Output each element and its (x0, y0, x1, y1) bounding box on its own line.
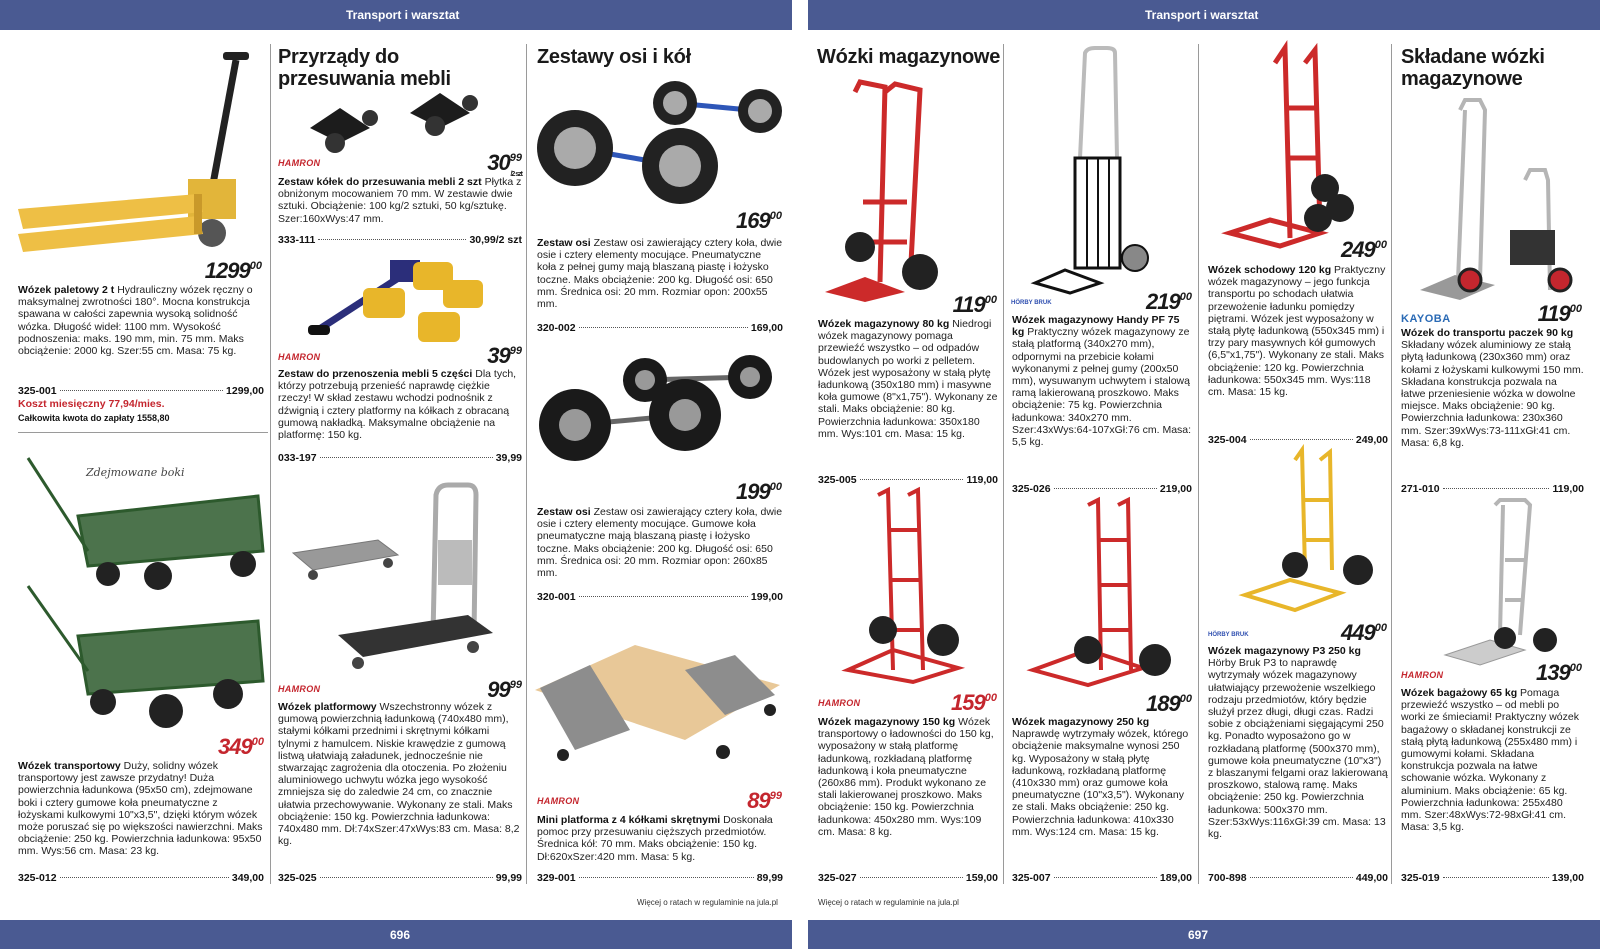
total-cost-pallet: Całkowita kwota do zapłaty 1558,80 (18, 413, 170, 423)
price-handy-cart: $219^{00}$ (1146, 289, 1192, 314)
header-title-right: Transport i warsztat (1145, 8, 1259, 22)
page-number-right: 697 (1188, 928, 1209, 942)
price-warehouse-cart-250kg: $189^{00}$ (1146, 691, 1192, 716)
column-divider (526, 44, 527, 884)
desc-handy-cart: Wózek magazynowy Handy PF 75 kg Praktyczny wózek magazynowy ze stałą platformą (340x270 mm), odpornymi na przebicie kołami wykonanymi z pełnej gumy (200x50 mm), wysuwanym uchwytem i stalową ramą lakierowaną proszkowo. Maks obciążenie: 75 kg. Powierzchnia ładunkowa: 340x270 mm. Szer:43xWys:64-107xGł:76 cm. Masa: 5,5 kg. (1012, 314, 1192, 449)
handy-cart-image (1035, 48, 1150, 293)
code-row-p3-cart: 700-898 449,00 (1208, 872, 1388, 884)
warehouse-cart-80kg-image (825, 82, 940, 302)
price-pallet-truck: 1299$^{00}$ (204, 258, 262, 283)
code-row-stair-cart: 325-004 249,00 (1208, 434, 1388, 446)
axle-set-pneumatic-image (535, 355, 785, 480)
price-warehouse-cart-150kg: $159^{00}$ (951, 690, 997, 715)
price-p3-cart: $449^{00}$ (1341, 620, 1387, 645)
desc-p3-cart: Wózek magazynowy P3 250 kg Hörby Bruk P3 to naprawdę wytrzymały wózek magazynowy ułatwiający przewożenie wszelkiego rodzaju przedmiotów, który będzie służył przez długi, długi czas. Radzi sobie z obciążeniami sięgającymi 250 kg. Ponadto wyposażono go w rozkładaną platformę (500x370 mm), gumowe koła pneumatyczne (10"x3") z blaszanymi felgami oraz lakierowaną proszkowo, stalową ramę. Maks obciążenie: 250 kg. Powierzchnia ładunkowa: 500x370 mm. Szer:53xWys:116xGł:39 cm. Masa: 13 kg. (1208, 645, 1388, 841)
code-row-handy-cart: 325-026 219,00 (1012, 483, 1192, 495)
desc-platform-cart: Wózek platformowy Wszechstronny wózek z gumową powierzchnią ładunkową (740x480 mm), stałymi kółkami przednimi i skrętnymi kółkami tylnymi z hamulcem. Niskie krawędzie z gumową listwą ułatwiają załadunek, jednocześnie nie stwarzając zagrożenia dla otoczenia. Po złożeniu aluminiowego uchwytu wózka jego wysokość zmniejsza się do zaledwie 24 cm, co znacznie ułatwia przechowywanie. Wykonany ze stali. Maks obciążenie: 150 kg. Powierzchnia ładunkowa: 740x480 mm. Dł:74xSzer:47xWys:83 cm. Masa: 8,2 kg. (278, 701, 520, 848)
handwritten-note: Zdejmowane boki (86, 466, 185, 479)
header-bar-left (0, 0, 792, 30)
desc-warehouse-cart-250kg: Wózek magazynowy 250 kg Naprawdę wytrzymały wózek, którego obciążenie maksymalne wynosi 250 kg. Wyposażony w stałą płytę ładunkową, rozkładaną platformę (410x330 mm) oraz gumowe koła pneumatyczne (10"x3,5"). Wykonany ze stali. Maks obciążenie: 250 kg. Powierzchnia ładunkowa: 410x330 mm. Wys:124 cm. Masa: 15 kg. (1012, 716, 1189, 838)
code-row-warehouse-cart-80kg: 325-005 119,00 (818, 474, 998, 486)
price-furniture-wheels: $30^{99}$ /2 szt (487, 150, 522, 178)
desc-axle-set-solid: Zestaw osi Zestaw osi zawierający cztery koła, dwie osie i cztery elementy mocujące. Pneumatyczne koła z pełnej gumy mają blaszaną piastę i łożysko toczne. Maks obciążenie: 200 kg. Długość osi: 650 mm. Średnica osi: 20 mm. Rozmiar opon: 200x55 mm. (537, 237, 783, 311)
price-axle-set-pneumatic: $199^{00}$ (736, 479, 782, 504)
furniture-wheels-image (300, 88, 490, 158)
code-row-transport-cart: 325-012 349,00 (18, 872, 264, 884)
row-divider (18, 432, 268, 433)
brand-logo-horby-bruk: HÖRBY BRUK (1011, 300, 1052, 306)
price-furniture-set: $39^{99}$ (487, 343, 522, 368)
installment-note-left: Więcej o ratach w regulaminie na jula.pl (637, 898, 778, 907)
desc-furniture-set: Zestaw do przenoszenia mebli 5 części Dla tych, którzy potrzebują przenieść naprawdę ciężkie rzeczy! W skład zestawu wchodzi podnośnik z dźwignią i cztery platformy na kółkach z obracaną gumową nakładką. Maksymalne obciążenie na platformę: 150 kg. (278, 368, 517, 442)
desc-mini-platform: Mini platforma z 4 kółkami skrętnymi Doskonała pomoc przy przesuwaniu cięższych przedmiotów. Średnica kół: 70 mm. Maks obciążenie: 150 kg. Dł:620xSzer:420 mm. Masa: 5 kg. (537, 814, 773, 863)
parcel-trolley-image (1420, 100, 1580, 305)
brand-logo-horby-bruk: HÖRBY BRUK (1208, 632, 1249, 638)
price-warehouse-cart-80kg: $119^{00}$ (952, 292, 997, 317)
header-bar-right (808, 0, 1600, 30)
p3-cart-image (1240, 450, 1375, 615)
brand-logo-hamron: HAMRON (1401, 670, 1444, 680)
code-row-axle-set-pneumatic: 320-001 199,00 (537, 591, 783, 603)
column-divider (1391, 44, 1392, 884)
transport-cart-image (18, 456, 268, 756)
section-title-folding: Składane wózki magazynowe (1401, 46, 1545, 90)
column-divider (1003, 44, 1004, 884)
monthly-cost-pallet: Koszt miesięczny 77,94/mies. (18, 398, 165, 410)
stair-cart-image (1230, 48, 1365, 248)
axle-set-solid-image (535, 78, 785, 208)
desc-axle-set-pneumatic: Zestaw osi Zestaw osi zawierający cztery koła, dwie osie i cztery elementy mocujące. Gumowe koła pneumatyczne mają blaszaną piastę i łożysko toczne. Maks obciążenie: 200 kg. Długość osi: 650 mm. Średnica osi: 20 mm. Rozmiar opon: 260x85 mm. (537, 506, 783, 580)
installment-note-right: Więcej o ratach w regulaminie na jula.pl (818, 898, 959, 907)
mini-platform-image (535, 640, 785, 760)
price-platform-cart: $99^{99}$ (487, 677, 522, 702)
page-number-left: 696 (390, 928, 411, 942)
column-divider (270, 44, 271, 884)
pallet-truck-image (18, 44, 238, 249)
desc-luggage-trolley: Wózek bagażowy 65 kg Pomaga przewieźć wszystko – od mebli po worki ze śmieciami! Praktyczny wózek bagażowy o składanej konstrukcji ze stałą płytą ładunkową (255x480 mm) i gumowymi kołami. Składana konstrukcja pozwala na łatwe schowanie wózka. Wykonany z aluminium. Maks obciążenie: 65 kg. Powierzchnia ładunkowa: 255x480 mm. Szer:48xWys:72-98xGł:41 cm. Masa: 3,5 kg. (1401, 687, 1579, 834)
code-row-mini-platform: 329-001 89,99 (537, 872, 783, 884)
brand-logo-hamron: HAMRON (278, 158, 321, 168)
desc-pallet-truck: Wózek paletowy 2 t Hydrauliczny wózek ręczny o maksymalnej zwrotności 180°. Mocna konstrukcja spawana w całości zapewnia wysoką solidność wózka. Długość wideł: 1100 mm. Wysokość podnoszenia: maks. 190 mm, min. 75 mm. Maks obciążenie: 2000 kg. Szer:55 cm. Masa: 75 kg. (18, 284, 253, 358)
desc-transport-cart: Wózek transportowy Duży, solidny wózek transportowy jest zawsze przydatny! Duża powierzchnia ładunkowa (95x50 cm), zdejmowane boki i cztery gumowe koła pneumatyczne z łożyskami kulkowymi 10"x3,5", dzięki którym wózek może poruszać się po większości nawierzchni. Maks obciążenie: 250 kg. Powierzchnia ładunkowa: 95x50 mm. Wys:56 cm. Masa: 23 kg. (18, 760, 263, 858)
price-transport-cart: $349^{00}$ (218, 734, 264, 759)
code-row-pallet-truck: 325-001 1299,00 (18, 385, 264, 397)
code-row-parcel-trolley: 271-010 119,00 (1401, 483, 1584, 495)
code-row-furniture-wheels: 333-111 30,99/2 szt (278, 234, 522, 246)
column-divider (1198, 44, 1199, 884)
price-stair-cart: $249^{00}$ (1341, 237, 1387, 262)
brand-logo-kayoba: KAYOBA (1401, 313, 1451, 325)
desc-furniture-wheels: Zestaw kółek do przesuwania mebli 2 szt Płytka z obniżonym mocowaniem 70 mm. W zestawie dwie sztuki. Obciążenie: 100 kg/2 sztuki, 50 kg/sztukę. Szer:160xWys:47 mm. (278, 176, 522, 225)
platform-cart-image (288, 485, 498, 685)
code-row-axle-set-solid: 320-002 169,00 (537, 322, 783, 334)
footer-bar-left (0, 920, 792, 949)
luggage-trolley-image (1445, 500, 1575, 665)
desc-parcel-trolley: Wózek do transportu paczek 90 kg Składany wózek aluminiowy ze stałą płytą ładunkową (230x360 mm) oraz kołami z łożyskami kulkowymi 150 mm. Składana konstrukcja pozwala na łatwe przeniesienie wózka w dowolne miejsce. Maks obciążenie: 90 kg. Powierzchnia ładunkowa: 230x360 mm. Szer:39xWys:73-111xGł:41 cm. Masa: 6,8 kg. (1401, 327, 1584, 449)
section-title-warehouse: Wózki magazynowe (817, 46, 1001, 68)
header-title-left: Transport i warsztat (346, 8, 460, 22)
furniture-set-image (308, 250, 498, 355)
brand-logo-hamron: HAMRON (278, 352, 321, 362)
desc-warehouse-cart-150kg: Wózek magazynowy 150 kg Wózek transportowy o ładowności do 150 kg, wyposażony w stałą platformę ładunkową, rozkładaną platformę ładunkową i koła pneumatyczne (260x86 mm). Produkt wykonano ze stali lakierowanej proszkowo. Maks obciążenie: 150 kg. Powierzchnia ładunkowa: 450x280 mm. Wys:109 cm. Masa: 8 kg. (818, 716, 994, 838)
price-luggage-trolley: $139^{00}$ (1536, 660, 1582, 685)
price-axle-set-solid: $169^{00}$ (736, 208, 782, 233)
code-row-luggage-trolley: 325-019 139,00 (1401, 872, 1584, 884)
code-row-warehouse-cart-150kg: 325-027 159,00 (818, 872, 998, 884)
price-mini-platform: $89^{99}$ (747, 788, 782, 813)
brand-logo-hamron: HAMRON (818, 698, 861, 708)
footer-bar-right (808, 920, 1600, 949)
brand-logo-hamron: HAMRON (278, 684, 321, 694)
brand-logo-hamron: HAMRON (537, 796, 580, 806)
code-row-platform-cart: 325-025 99,99 (278, 872, 522, 884)
desc-stair-cart: Wózek schodowy 120 kg Praktyczny wózek magazynowy – jego funkcja transportu po schodach ułatwia przewożenie ładunku pomiędzy piętrami. Wózek jest wyposażony w stałą płytę ładunkową (550x345 mm) i trzy pary masywnych kół gumowych (6,5"x1,75"). Wykonany ze stali. Maks obciążenie: 120 kg. Powierzchnia ładunkowa: 550x345 mm. Wys:118 cm. Masa: 15 kg. (1208, 264, 1386, 399)
price-parcel-trolley: $119^{00}$ (1537, 301, 1582, 326)
code-row-furniture-set: 033-197 39,99 (278, 452, 522, 464)
section-title-axles: Zestawy osi i kół (537, 46, 691, 68)
desc-warehouse-cart-80kg: Wózek magazynowy 80 kg Niedrogi wózek magazynowy pomaga przewieźć wszystko – od odpadów budowlanych po worki z pelletem. Wózek jest wyposażony w stałą płytę ładunkową (350x180 mm) i masywne koła gumowe (8"x1,75"). Wykonany ze stali. Maks obciążenie: 80 kg. Powierzchnia ładunkowa: 350x180 mm. Wys:101 cm. Masa: 15 kg. (818, 318, 998, 440)
code-row-warehouse-cart-250kg: 325-007 189,00 (1012, 872, 1192, 884)
section-title-furniture: Przyrządy do przesuwania mebli (278, 46, 451, 90)
warehouse-cart-250kg-image (1033, 500, 1168, 690)
warehouse-cart-150kg-image (843, 490, 983, 685)
